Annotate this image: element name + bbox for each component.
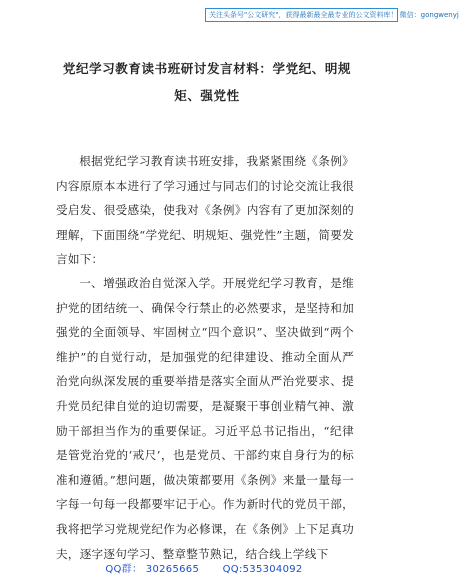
footer-qq-number: QQ:535304092 [222, 564, 303, 575]
footer-qq-group: QQ群： 30265665 [105, 564, 200, 575]
document-title: 党纪学习教育读书班研讨发言材料：学党纪、明规矩、强党性 [62, 61, 352, 103]
paragraph-section-one: 一、增强政治自觉深入学。开展党纪学习教育，是维护党的团结统一、确保令行禁止的必然要求，是坚持和加强党的全面领导、牢固树立“四个意识”、坚决做到“两个维护”的自觉行动，是加强党的纪律建设、推动全面从严治党向纵深发展的重要举措是落实全面从严治党要求、提升党员纪律自觉的迫切需要，是凝聚干事创业精气神、激励干部担当作为的重要保证。习近平总书记指出，“纪律是管党治党的‘戒尺’，也是党员、干部约束自身行为的标准和遵循。”想问题，做决策都要用《条例》来量一量每一字每一句每一段都要牢记于心。作为新时代的党员干部，我将把学习党规党纪作为必修课，在《条例》上下足真功夫，逐字逐句学习、整章整节熟记，结合线上学线下 [56, 276, 354, 561]
header-notice: 关注头条号"公文研究"，获得最新最全最专业的公文资料库！ 微信：gongwenyj [205, 8, 398, 22]
footer-contact [0, 560, 408, 575]
paragraph-intro: 根据党纪学习教育读书班安排，我紧紧围绕《条例》内容原原本本进行了学习通过与同志们的讨论交流让我很受启发、很受感染，使我对《条例》内容有了更加深刻的理解，下面围绕“学党纪、明规矩、强党性”主题，简要发言如下： [56, 154, 354, 267]
